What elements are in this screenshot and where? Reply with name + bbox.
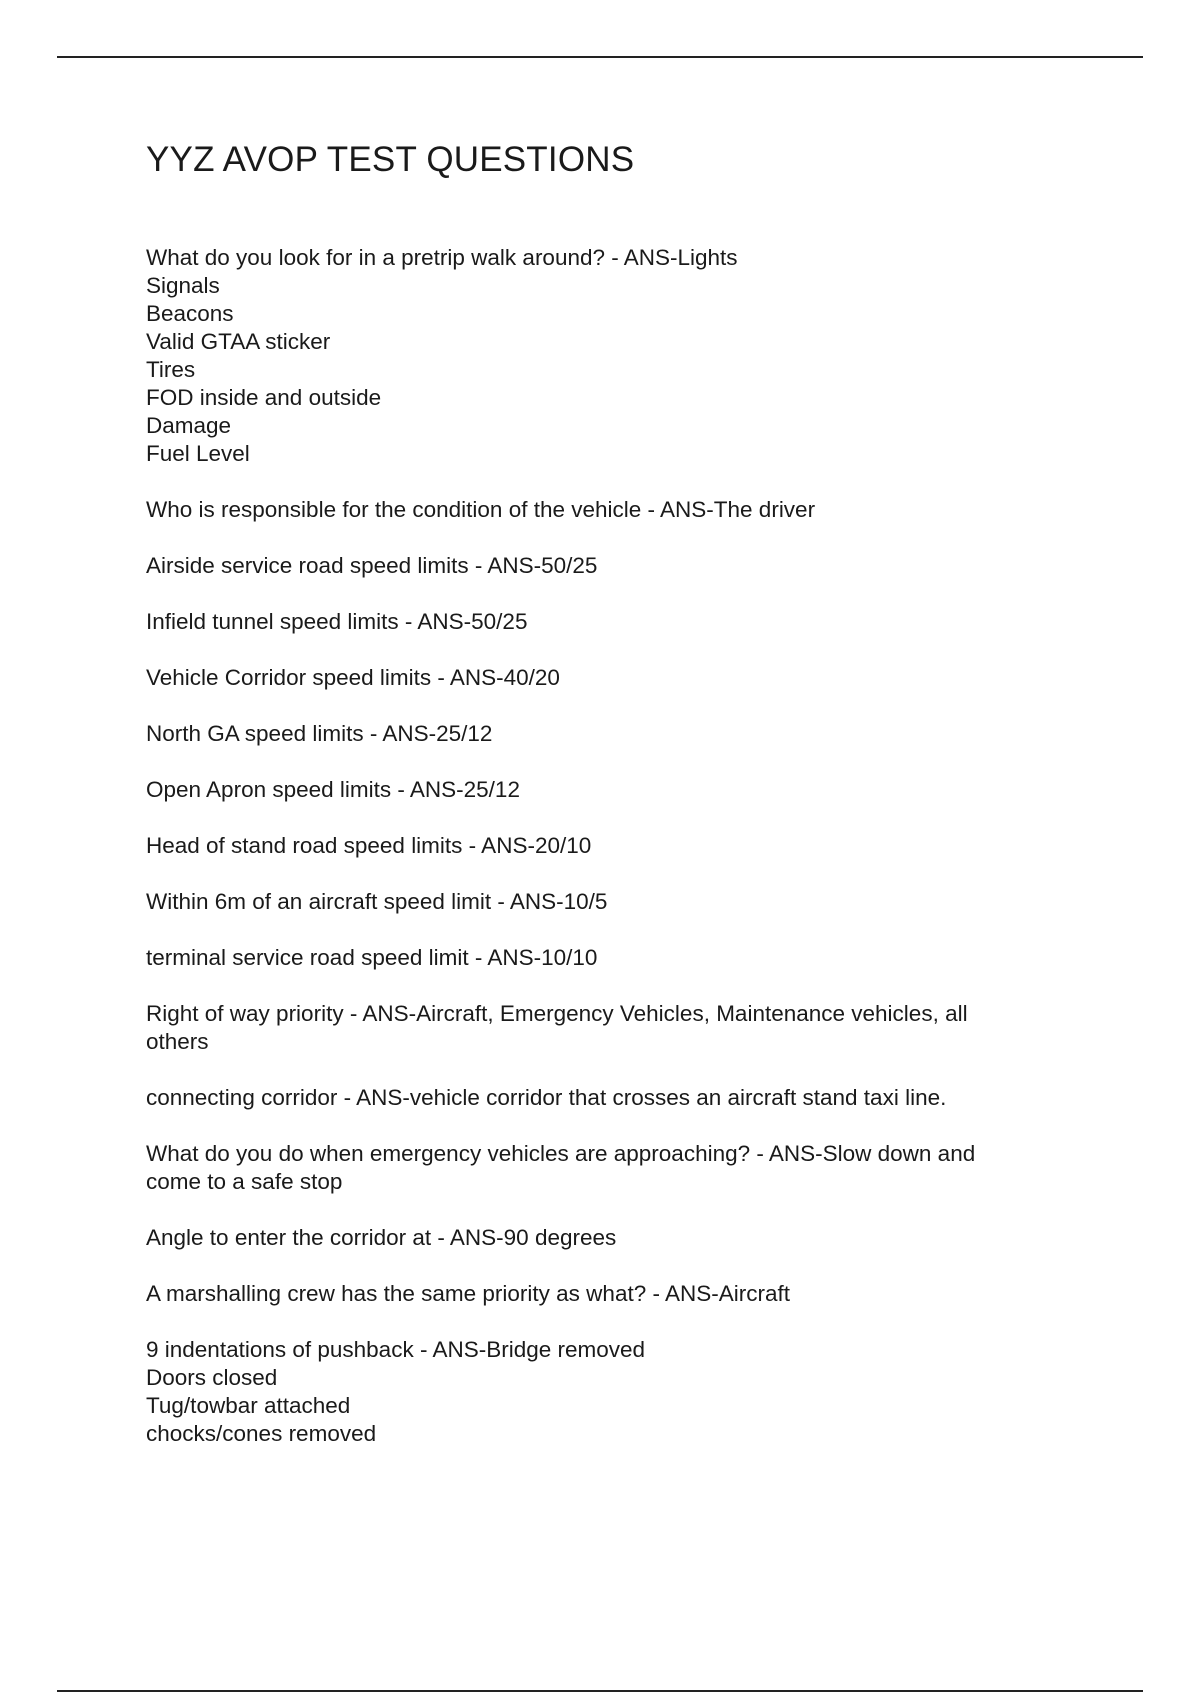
entry-line: A marshalling crew has the same priority as what? - ANS-Aircraft: [146, 1281, 790, 1306]
entry-line: come to a safe stop: [146, 1169, 343, 1194]
entry-line: Valid GTAA sticker: [146, 329, 331, 354]
entry-line: terminal service road speed limit - ANS-10/10: [146, 945, 598, 970]
entry-line: FOD inside and outside: [146, 385, 382, 410]
entry-line: Tires: [146, 357, 196, 382]
entry-line: Fuel Level: [146, 441, 250, 466]
entry-line: Doors closed: [146, 1365, 278, 1390]
top-rule: [57, 56, 1143, 58]
entry-line: Signals: [146, 273, 220, 298]
entry-line: Within 6m of an aircraft speed limit - ANS-10/5: [146, 889, 608, 914]
question-entry: [146, 1336, 1066, 1448]
entry-line: Beacons: [146, 301, 234, 326]
entry-line: Right of way priority - ANS-Aircraft, Emergency Vehicles, Maintenance vehicles, all: [146, 1001, 968, 1026]
question-entry: [146, 1000, 1066, 1056]
entry-line: Vehicle Corridor speed limits - ANS-40/20: [146, 665, 560, 690]
question-entry: [146, 720, 1066, 748]
entry-line: Infield tunnel speed limits - ANS-50/25: [146, 609, 528, 634]
entry-line: 9 indentations of pushback - ANS-Bridge removed: [146, 1337, 646, 1362]
entry-line: Open Apron speed limits - ANS-25/12: [146, 777, 520, 802]
question-entry: [146, 1224, 1066, 1252]
entry-line: Who is responsible for the condition of the vehicle - ANS-The driver: [146, 497, 816, 522]
question-entry: [146, 1280, 1066, 1308]
question-entry: [146, 888, 1066, 916]
entry-line: Airside service road speed limits - ANS-50/25: [146, 553, 598, 578]
entry-line: Head of stand road speed limits - ANS-20/10: [146, 833, 592, 858]
entry-line: chocks/cones removed: [146, 1421, 377, 1446]
question-entry: [146, 944, 1066, 972]
question-entry: [146, 664, 1066, 692]
entry-line: What do you do when emergency vehicles are approaching? - ANS-Slow down and: [146, 1141, 976, 1166]
entry-line: What do you look for in a pretrip walk around? - ANS-Lights: [146, 245, 738, 270]
question-entry: [146, 244, 1066, 468]
entry-line: others: [146, 1029, 209, 1054]
question-entry: [146, 1140, 1066, 1196]
entry-line: North GA speed limits - ANS-25/12: [146, 721, 493, 746]
question-entry: [146, 608, 1066, 636]
entry-line: Damage: [146, 413, 232, 438]
question-entry: [146, 496, 1066, 524]
question-list: [146, 244, 1066, 1448]
question-entry: [146, 832, 1066, 860]
document-title: YYZ AVOP TEST QUESTIONS: [146, 140, 635, 179]
document-page: [146, 140, 1066, 1476]
question-entry: [146, 1084, 1066, 1112]
question-entry: [146, 552, 1066, 580]
question-entry: [146, 776, 1066, 804]
entry-line: Angle to enter the corridor at - ANS-90 degrees: [146, 1225, 617, 1250]
bottom-rule: [57, 1690, 1143, 1692]
entry-line: Tug/towbar attached: [146, 1393, 351, 1418]
entry-line: connecting corridor - ANS-vehicle corridor that crosses an aircraft stand taxi line.: [146, 1085, 947, 1110]
